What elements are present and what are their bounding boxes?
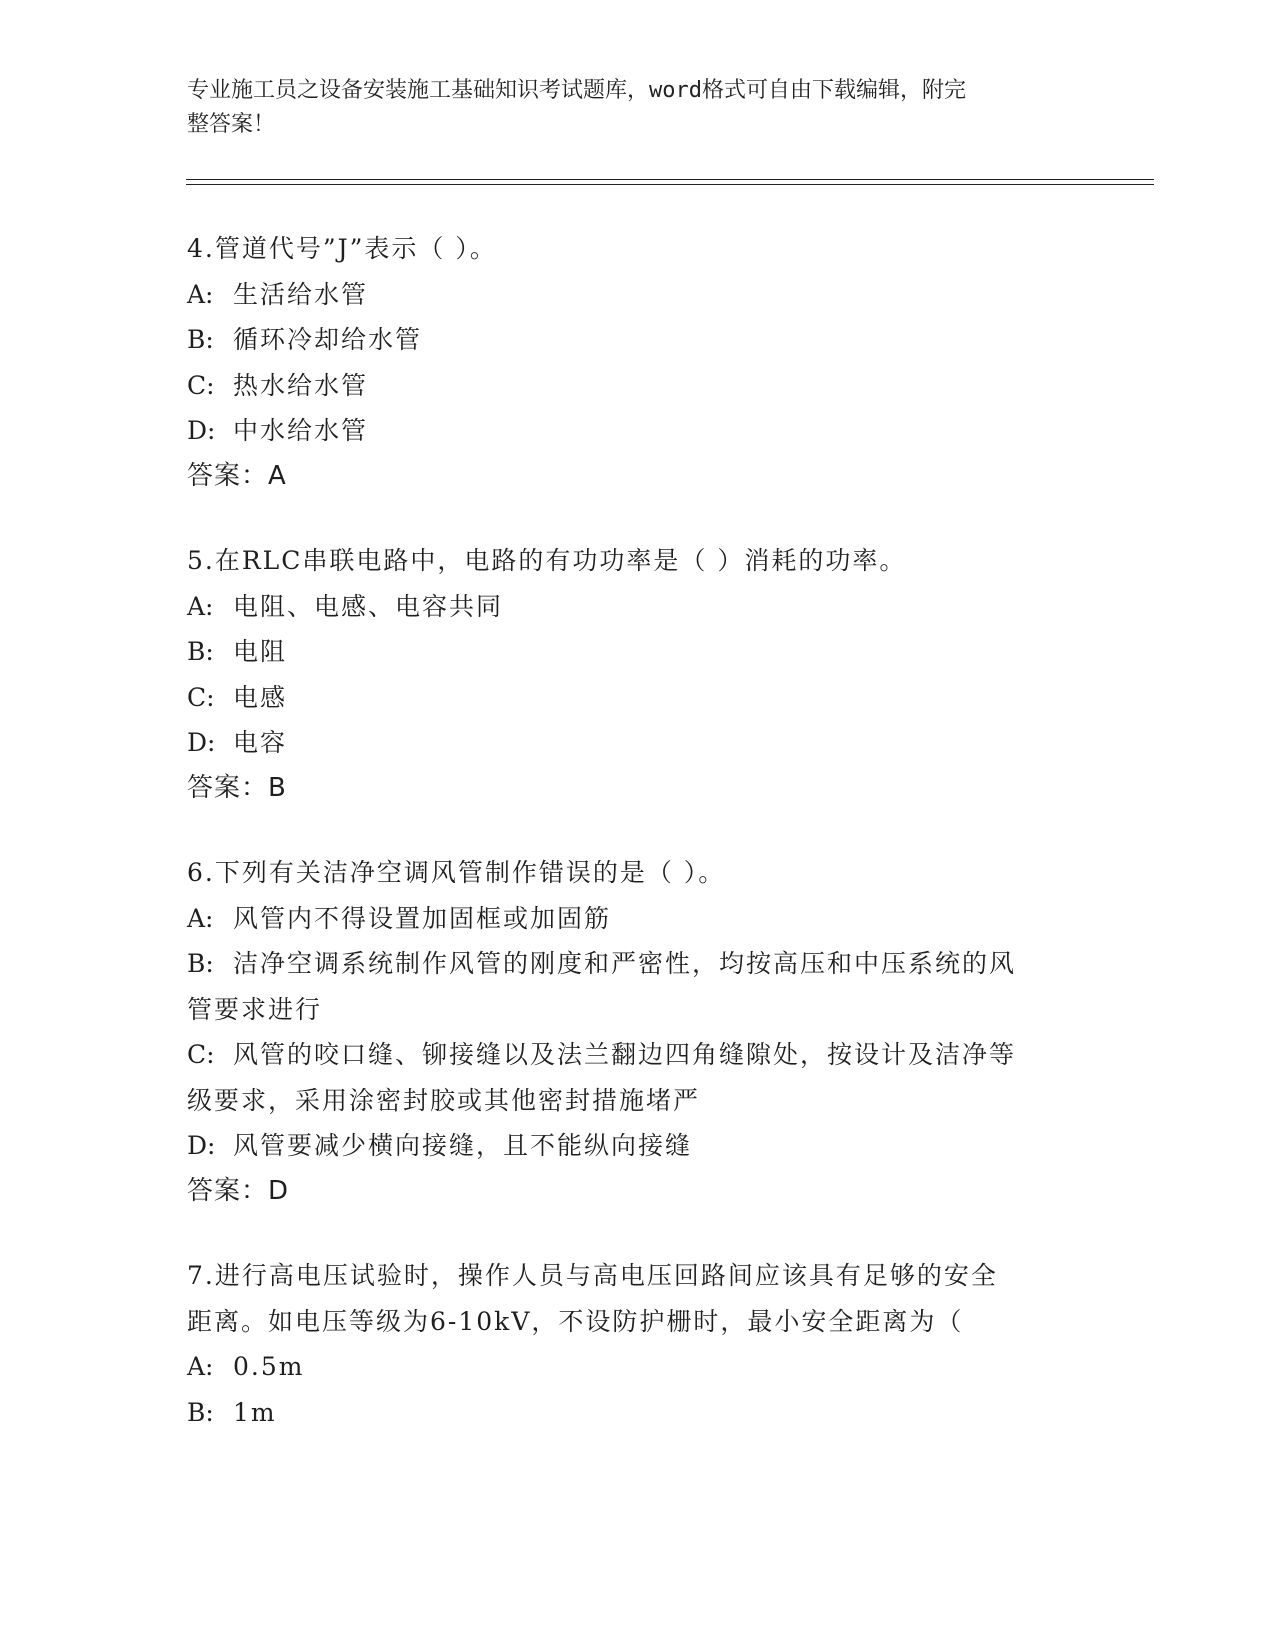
answer-label: 答案：B [187, 772, 287, 803]
option-key: A: [187, 1352, 214, 1381]
header-divider-bottom [186, 184, 1154, 185]
option-b-continuation: 管要求进行 [187, 994, 323, 1024]
option-a [187, 584, 1067, 630]
question-stem: 4.管道代号”J”表示（ ）。 [187, 234, 497, 263]
question-stem: 7.进行高电压试验时，操作人员与高电压回路间应该具有足够的安全 [187, 1261, 998, 1290]
option-text: 中水给水管 [233, 416, 369, 445]
option-key: A: [187, 903, 214, 933]
option-b [187, 317, 1067, 363]
option-d [187, 720, 1067, 766]
question-stem-continuation: 距离。如电压等级为6-10kV，不设防护栅时，最小安全距离为（ [187, 1306, 964, 1336]
option-d [187, 408, 1067, 454]
question-5 [187, 538, 1067, 811]
option-c [187, 1032, 1067, 1078]
question-stem: 5.在RLC串联电路中，电路的有功功率是（ ）消耗的功率。 [187, 546, 907, 575]
option-key: C: [187, 682, 215, 712]
question-6 [187, 850, 1067, 1214]
option-text: 洁净空调系统制作风管的刚度和严密性，均按高压和中压系统的风 [233, 949, 1017, 978]
option-key: C: [187, 1040, 215, 1069]
option-a [187, 272, 1067, 318]
option-text: 电容 [233, 728, 288, 757]
option-key: B: [187, 325, 214, 354]
option-key: D: [187, 1131, 216, 1160]
option-key: A: [187, 279, 214, 309]
option-key: C: [187, 370, 215, 400]
option-b [187, 629, 1067, 675]
option-text: 热水给水管 [233, 370, 369, 400]
option-b [187, 1390, 1067, 1436]
option-text: 电阻、电感、电容共同 [233, 591, 504, 621]
option-text: 电感 [233, 682, 288, 712]
option-text: 生活给水管 [233, 279, 369, 309]
option-key: B: [187, 949, 214, 978]
option-d [187, 1123, 1067, 1169]
header-line-1: 专业施工员之设备安装施工基础知识考试题库，word格式可自由下载编辑，附完 [187, 78, 966, 103]
option-a [187, 896, 1067, 942]
option-key: B: [187, 1397, 214, 1427]
option-key: A: [187, 591, 214, 621]
option-b [187, 941, 1067, 987]
option-key: D: [187, 728, 216, 757]
option-key: D: [187, 416, 216, 445]
option-text: 电阻 [233, 637, 288, 666]
document-header [187, 74, 1067, 142]
option-c [187, 363, 1067, 409]
header-divider-top [186, 179, 1154, 180]
option-text: 循环冷却给水管 [233, 325, 423, 354]
option-c-continuation: 级要求，采用涂密封胶或其他密封措施堵严 [187, 1085, 701, 1115]
option-text: 风管要减少横向接缝，且不能纵向接缝 [233, 1131, 693, 1160]
option-a [187, 1344, 1067, 1390]
option-text: 1m [233, 1397, 277, 1427]
question-stem: 6.下列有关洁净空调风管制作错误的是（ ）。 [187, 858, 726, 887]
option-text: 风管的咬口缝、铆接缝以及法兰翻边四角缝隙处，按设计及洁净等 [233, 1040, 1017, 1069]
question-7 [187, 1253, 1067, 1435]
option-key: B: [187, 637, 214, 666]
option-text: 风管内不得设置加固框或加固筋 [233, 903, 612, 933]
option-c [187, 675, 1067, 721]
question-4 [187, 226, 1067, 499]
answer-label: 答案：A [187, 460, 287, 491]
answer-label: 答案：D [187, 1175, 290, 1206]
option-text: 0.5m [233, 1352, 305, 1381]
header-line-2: 整答案！ [187, 112, 276, 137]
